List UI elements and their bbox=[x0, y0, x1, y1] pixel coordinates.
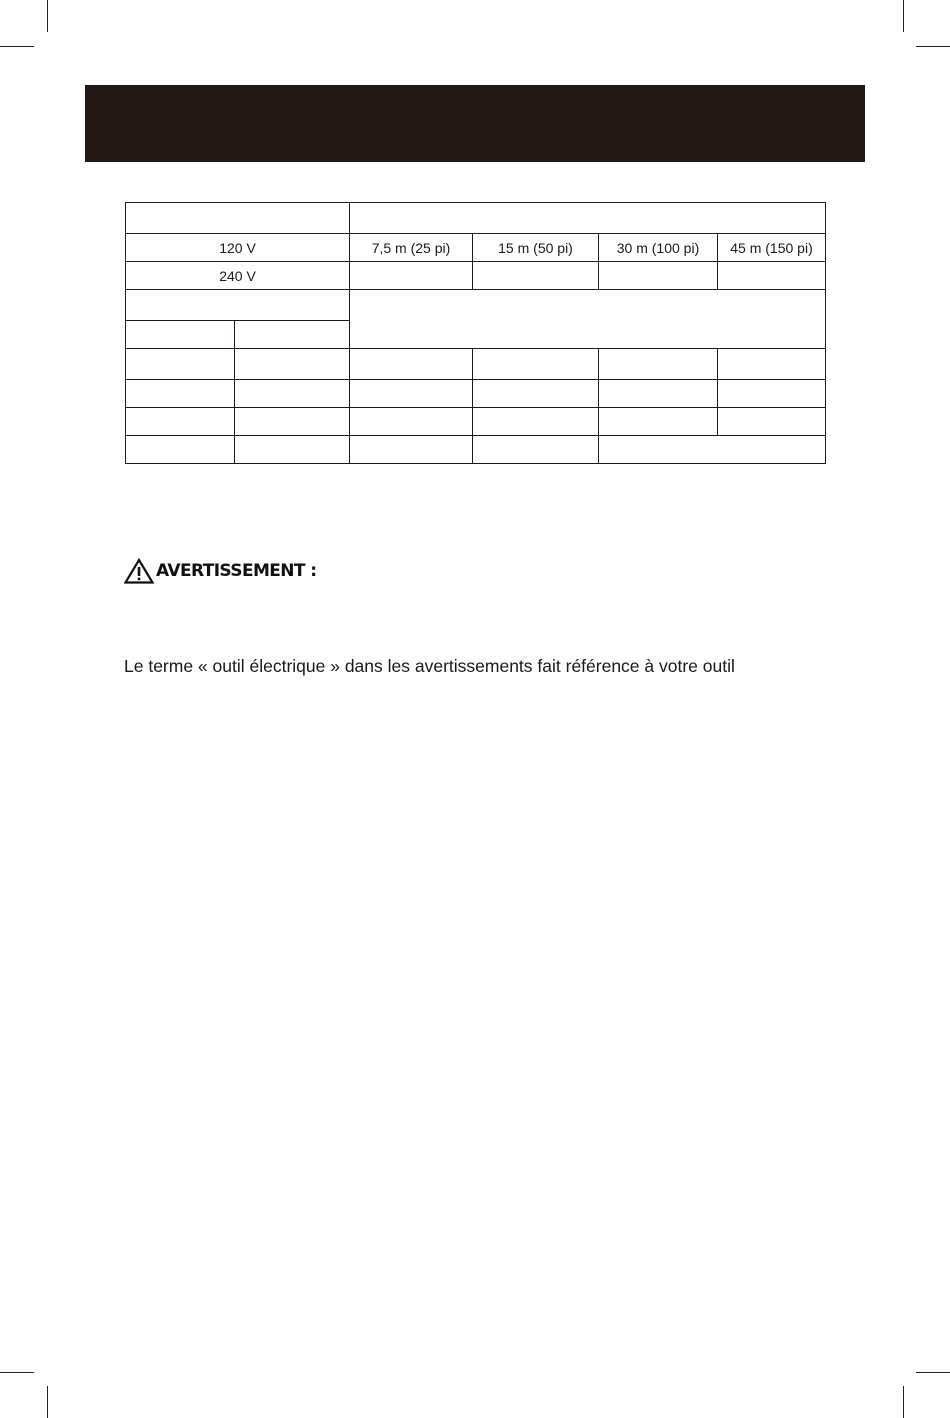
voltage-cell: 240 V bbox=[126, 262, 350, 290]
crop-mark bbox=[0, 1372, 34, 1373]
table-cell bbox=[126, 380, 235, 408]
table-cell bbox=[235, 408, 350, 436]
table-row bbox=[126, 380, 826, 408]
voltage-cell: 120 V bbox=[126, 234, 350, 262]
warning-triangle-icon bbox=[124, 558, 154, 584]
table-cell bbox=[350, 380, 473, 408]
body-paragraph: Le terme « outil électrique » dans les avertissements fait référence à votre outil bbox=[124, 656, 735, 676]
crop-mark bbox=[47, 1386, 48, 1418]
table-cell bbox=[350, 203, 826, 234]
table-cell bbox=[235, 349, 350, 380]
table-cell bbox=[599, 380, 718, 408]
length-cell bbox=[350, 262, 473, 290]
warning-label: AVERTISSEMENT : bbox=[156, 561, 317, 581]
length-cell: 7,5 m (25 pi) bbox=[350, 234, 473, 262]
crop-mark bbox=[903, 1386, 904, 1418]
table-row bbox=[126, 408, 826, 436]
table-cell bbox=[599, 408, 718, 436]
table-row bbox=[126, 290, 826, 321]
crop-mark bbox=[916, 1372, 950, 1373]
table-cell bbox=[473, 349, 599, 380]
length-cell: 15 m (50 pi) bbox=[473, 234, 599, 262]
table-cell bbox=[473, 380, 599, 408]
crop-mark bbox=[903, 0, 904, 32]
length-cell bbox=[599, 262, 718, 290]
crop-mark bbox=[47, 0, 48, 32]
table-cell bbox=[126, 203, 350, 234]
table-cell bbox=[235, 380, 350, 408]
table-cell bbox=[350, 349, 473, 380]
table-cell bbox=[350, 436, 473, 464]
table-cell bbox=[718, 349, 826, 380]
table-cell bbox=[599, 436, 826, 464]
crop-mark bbox=[0, 46, 34, 47]
length-cell bbox=[473, 262, 599, 290]
table-cell bbox=[599, 349, 718, 380]
table-cell bbox=[126, 321, 235, 349]
crop-mark bbox=[916, 46, 950, 47]
table-cell bbox=[473, 408, 599, 436]
length-cell: 45 m (150 pi) bbox=[718, 234, 826, 262]
table-cell bbox=[350, 408, 473, 436]
table-row bbox=[126, 436, 826, 464]
table-cell bbox=[235, 321, 350, 349]
table-cell bbox=[473, 436, 599, 464]
length-cell: 30 m (100 pi) bbox=[599, 234, 718, 262]
table-cell bbox=[718, 408, 826, 436]
table-row bbox=[126, 349, 826, 380]
table-cell bbox=[126, 290, 350, 321]
length-cell bbox=[718, 262, 826, 290]
table-cell bbox=[126, 408, 235, 436]
table-row bbox=[126, 262, 826, 290]
table-cell bbox=[350, 290, 826, 349]
section-header-bar bbox=[85, 85, 865, 162]
table-cell bbox=[718, 380, 826, 408]
warning-heading bbox=[124, 557, 316, 585]
table-cell bbox=[126, 349, 235, 380]
extension-cord-table bbox=[125, 202, 826, 464]
table-row bbox=[126, 203, 826, 234]
table-cell bbox=[126, 436, 235, 464]
table-row bbox=[126, 234, 826, 262]
table-cell bbox=[235, 436, 350, 464]
